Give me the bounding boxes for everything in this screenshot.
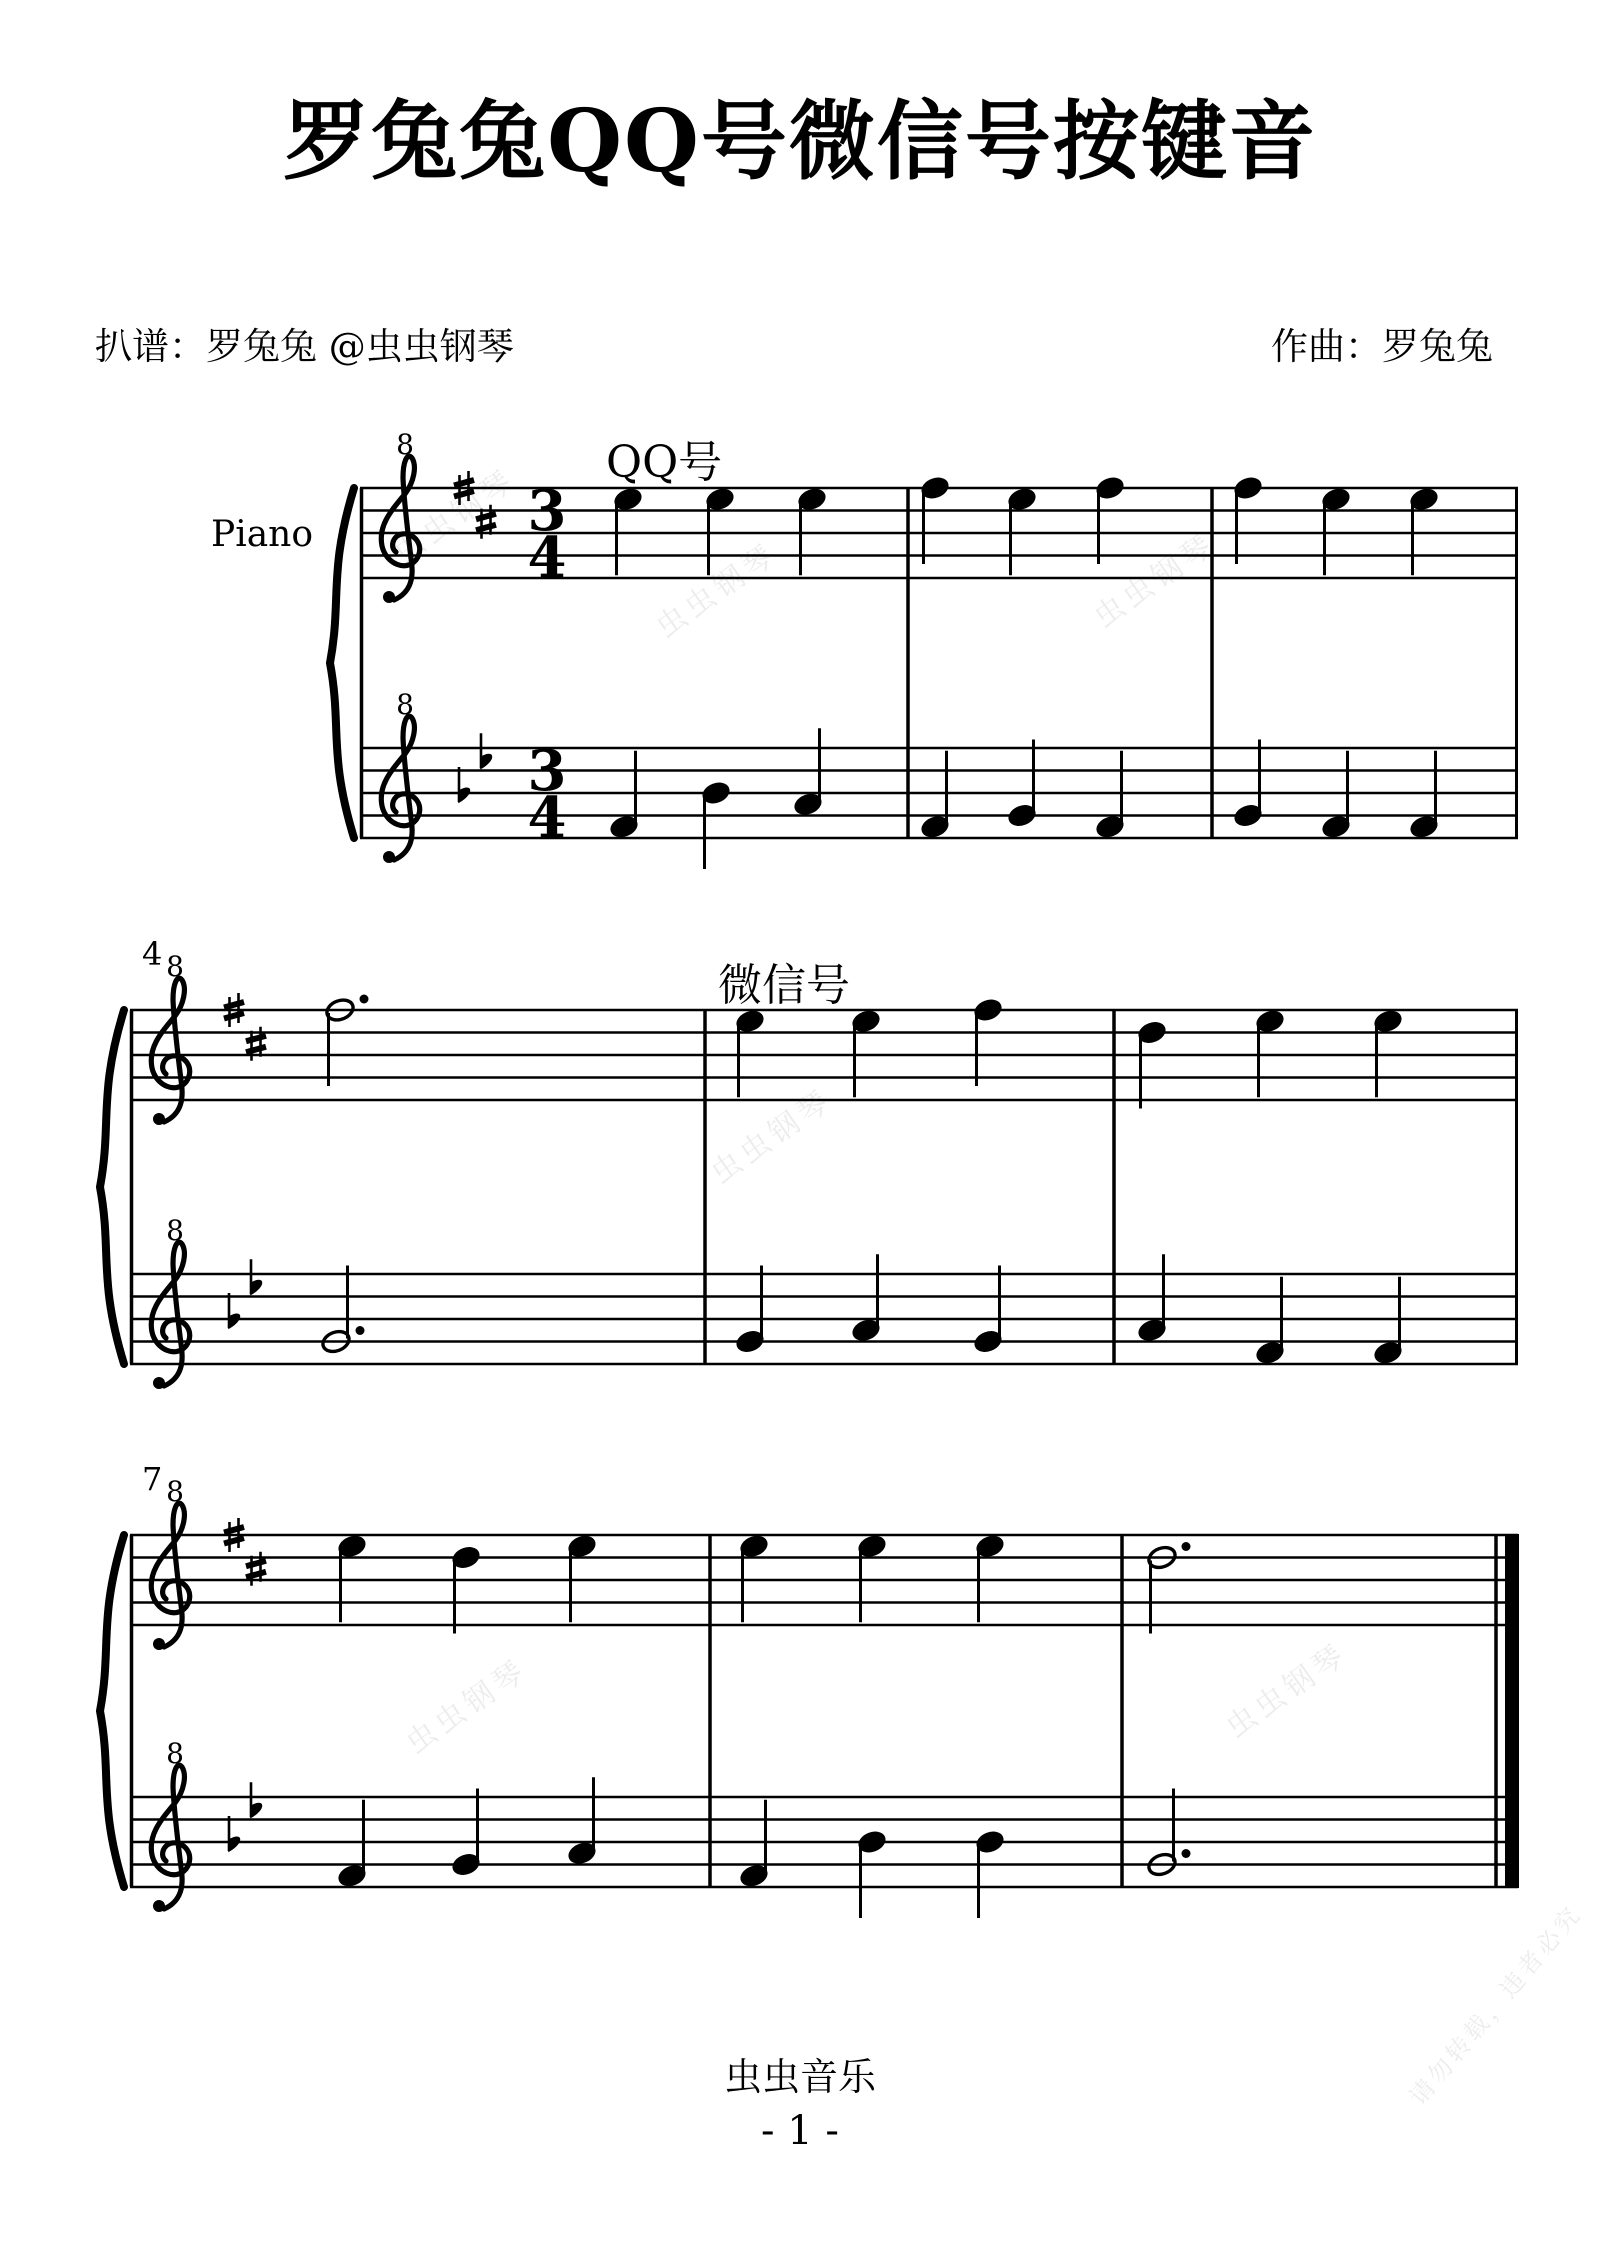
quarter-note (612, 486, 644, 576)
quarter-note (700, 779, 732, 869)
quarter-note (1254, 1008, 1286, 1098)
quarter-note (850, 1254, 882, 1344)
quarter-note (1232, 740, 1264, 830)
quarter-note (566, 1777, 598, 1867)
brace-icon (100, 1010, 124, 1364)
time-signature-numerator: 3 (527, 478, 567, 544)
section-label: QQ号 (606, 437, 723, 488)
clef-ball (383, 851, 395, 863)
upper-staff (130, 1535, 1518, 1625)
composer-credit: 作曲：罗兔兔 (1271, 325, 1493, 368)
quarter-note (738, 1533, 770, 1623)
system-3 (100, 1460, 1519, 1918)
transcriber-credit: 扒谱：罗兔兔 @虫虫钢琴 (95, 325, 514, 368)
augmentation-dot (360, 995, 369, 1004)
octave-8-label: 8 (396, 688, 414, 721)
quarter-note (919, 474, 951, 564)
quarter-note (919, 751, 951, 841)
quarter-note (856, 1533, 888, 1623)
quarter-note (856, 1828, 888, 1918)
quarter-note (974, 1828, 1006, 1918)
flat-icon (251, 1259, 262, 1294)
quarter-note (1136, 1019, 1168, 1109)
quarter-note (608, 751, 640, 841)
augmentation-dot (1182, 1542, 1191, 1551)
diagonal-watermark: 虫虫钢琴 (1087, 526, 1223, 636)
diagonal-watermark: 虫虫钢琴 (649, 536, 785, 646)
flat-icon (251, 1782, 262, 1817)
octave-8-label: 8 (166, 1475, 184, 1508)
quarter-note (1006, 740, 1038, 830)
brace-icon (100, 1535, 124, 1887)
quarter-note (1006, 486, 1038, 576)
quarter-note (796, 486, 828, 576)
flat-icon (229, 1293, 240, 1328)
dotted-half-note (324, 995, 368, 1087)
quarter-note (450, 1789, 482, 1879)
quarter-note (336, 1533, 368, 1623)
section-label: 微信号 (718, 960, 850, 1011)
quarter-note (1094, 751, 1126, 841)
system-2 (100, 935, 1518, 1389)
quarter-note (704, 486, 736, 576)
octave-8-label: 8 (166, 1214, 184, 1247)
quarter-note (450, 1544, 482, 1634)
quarter-note (1320, 486, 1352, 576)
octave-8-label: 8 (166, 1737, 184, 1770)
quarter-note (972, 1266, 1004, 1356)
instrument-label: Piano (210, 514, 314, 555)
quarter-note (792, 728, 824, 818)
quarter-note (1372, 1008, 1404, 1098)
quarter-note (1254, 1277, 1286, 1367)
clef-ball (153, 1113, 165, 1125)
quarter-note (1372, 1277, 1404, 1367)
quarter-note (974, 1533, 1006, 1623)
page-number: - 1 - (761, 2108, 839, 2154)
system-1 (211, 428, 1518, 869)
quarter-note (1408, 486, 1440, 576)
time-signature-numerator: 3 (527, 738, 567, 804)
clef-ball (153, 1900, 165, 1912)
quarter-note (1320, 751, 1352, 841)
diagonal-watermark: 虫虫钢琴 (387, 462, 523, 572)
measure-number: 4 (142, 935, 163, 973)
diagonal-watermark: 虫虫钢琴 (1219, 1636, 1355, 1746)
final-barline-thick (1505, 1534, 1519, 1888)
octave-8-label: 8 (166, 950, 184, 983)
augmentation-dot (356, 1326, 365, 1335)
brace-icon (330, 488, 354, 838)
augmentation-dot (1182, 1849, 1191, 1858)
flat-icon (229, 1816, 240, 1851)
clef-ball (153, 1377, 165, 1389)
diagonal-watermark: 虫虫钢琴 (399, 1652, 535, 1762)
quarter-note (972, 996, 1004, 1086)
diagonal-watermark: 虫虫钢琴 (704, 1082, 840, 1192)
clef-ball (383, 591, 395, 603)
quarter-note (738, 1800, 770, 1890)
quarter-note (336, 1800, 368, 1890)
page-title: 罗兔兔QQ号微信号按键音 (283, 91, 1317, 192)
quarter-note (1232, 474, 1264, 564)
time-signature-denominator: 4 (527, 785, 567, 851)
measure-number: 7 (142, 1460, 163, 1498)
quarter-note (850, 1008, 882, 1098)
time-signature-denominator: 4 (527, 525, 567, 591)
flat-icon (481, 733, 492, 768)
quarter-note (566, 1533, 598, 1623)
quarter-note (734, 1008, 766, 1098)
quarter-note (1136, 1254, 1168, 1344)
upper-staff (130, 1010, 1518, 1100)
lower-staff (130, 1797, 1518, 1887)
corner-copyright-watermark: 请勿转载，违者必究 (1404, 1899, 1588, 2111)
publisher-footer: 虫虫音乐 (723, 2055, 876, 2099)
quarter-note (734, 1266, 766, 1356)
clef-ball (153, 1638, 165, 1650)
quarter-note (1094, 474, 1126, 564)
flat-icon (459, 767, 470, 802)
dotted-half-note (1146, 1542, 1190, 1634)
octave-8-label: 8 (396, 428, 414, 461)
quarter-note (1408, 751, 1440, 841)
